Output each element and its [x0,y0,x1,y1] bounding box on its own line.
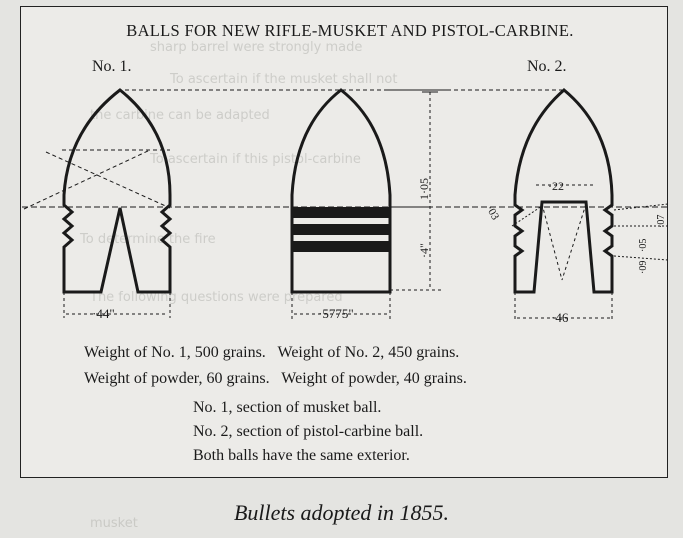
legend-item-3: Both balls have the same exterior. [193,447,410,464]
legend-item-1: No. 1, section of musket ball. [193,399,382,416]
label-no1: No. 1. [92,58,132,75]
bullet-exterior [292,90,444,320]
dim-groove-a: ·07 [656,214,667,228]
dim-total-height: 1·05 [417,178,431,200]
dim-groove-c: ·09 [638,260,649,274]
figure-title: BALLS FOR NEW RIFLE-MUSKET AND PISTOL-CARBINE. [126,21,574,40]
bullet-exterior-outline [292,90,390,292]
label-no2: No. 2. [527,58,567,75]
weight-note-2: Weight of powder, 60 grains. Weight of powder, 40 grains. [84,370,467,387]
dim-base-no1: ·44" [92,306,115,321]
dim-cylinder-height: ·4" [417,243,431,258]
weight-note-1: Weight of No. 1, 500 grains. Weight of No. 2, 450 grains. [84,344,460,361]
groove-band-1 [292,207,390,218]
legend-item-2: No. 2, section of pistol-carbine ball. [193,423,424,440]
dim-groove-b: ·05 [638,238,649,252]
dim-cavity-slope: ·03 [483,203,502,223]
dim-cavity-top: ·22 [548,179,564,193]
dim-base-middle: ·5775" [318,306,354,321]
groove-band-2 [292,224,390,235]
bullet-no1 [24,90,170,318]
bullet-no1-outline [64,90,170,292]
dim-base-no2: ·46 [551,310,569,325]
groove-band-3 [292,241,390,252]
bullet-no2 [512,90,668,322]
figure-caption: Bullets adopted in 1855. [233,500,450,525]
